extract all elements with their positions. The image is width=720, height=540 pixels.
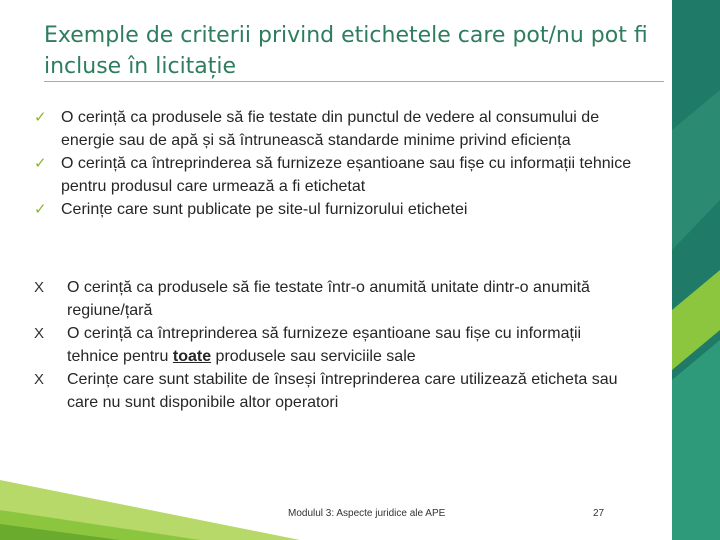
page-title: Exemple de criterii privind etichetele care pot/nu pot fi incluse în licitație [44,23,648,79]
list-item-text: Cerințe care sunt stabilite de înseși întreprinderea care utilizează eticheta sau care nu sunt disponibile altor operatori [67,371,618,411]
list-item [34,198,634,221]
list-item-text [67,325,581,365]
checkmark-icon: ✓ [34,201,47,218]
cross-icon: X [34,325,45,342]
page-number: 27 [593,508,605,519]
bottom-decorative-strip [0,480,300,540]
list-item [34,106,634,152]
list-item-text: Cerințe care sunt publicate pe site-ul furnizorului etichetei [61,201,468,218]
list-item [34,152,634,198]
cross-icon: X [34,279,45,296]
list-item-text: O cerință ca produsele să fie testate din punctul de vedere al consumului de energie sau de apă și să întrunească standarde minime privind eficiența [61,109,600,149]
list-item-text-after: produsele sau serviciile sale [211,348,416,365]
list-item [34,276,634,322]
list-item-text: O cerință ca produsele să fie testate într-o anumită unitate dintr-o anumită regiune/țară [67,279,590,319]
checkmark-icon: ✓ [34,109,47,126]
right-decorative-bar [672,0,720,540]
allowed-criteria-list [34,106,634,221]
footer-text: Modulul 3: Aspecte juridice ale APE [288,508,446,519]
list-item-text-before: O cerință ca întreprinderea să furnizeze eșantioane sau fișe cu informații tehnice pentru [67,325,582,365]
emphasized-word: toate [172,348,212,365]
list-item [34,368,634,414]
list-item [34,322,634,368]
checkmark-icon: ✓ [34,155,47,172]
excluded-criteria-list [34,276,634,414]
cross-icon: X [34,371,45,388]
list-item-text: O cerință ca întreprinderea să furnizeze eșantioane sau fișe cu informații tehnice pentru produsul care urmează a fi etichetat [61,155,632,195]
title-divider [44,81,664,82]
